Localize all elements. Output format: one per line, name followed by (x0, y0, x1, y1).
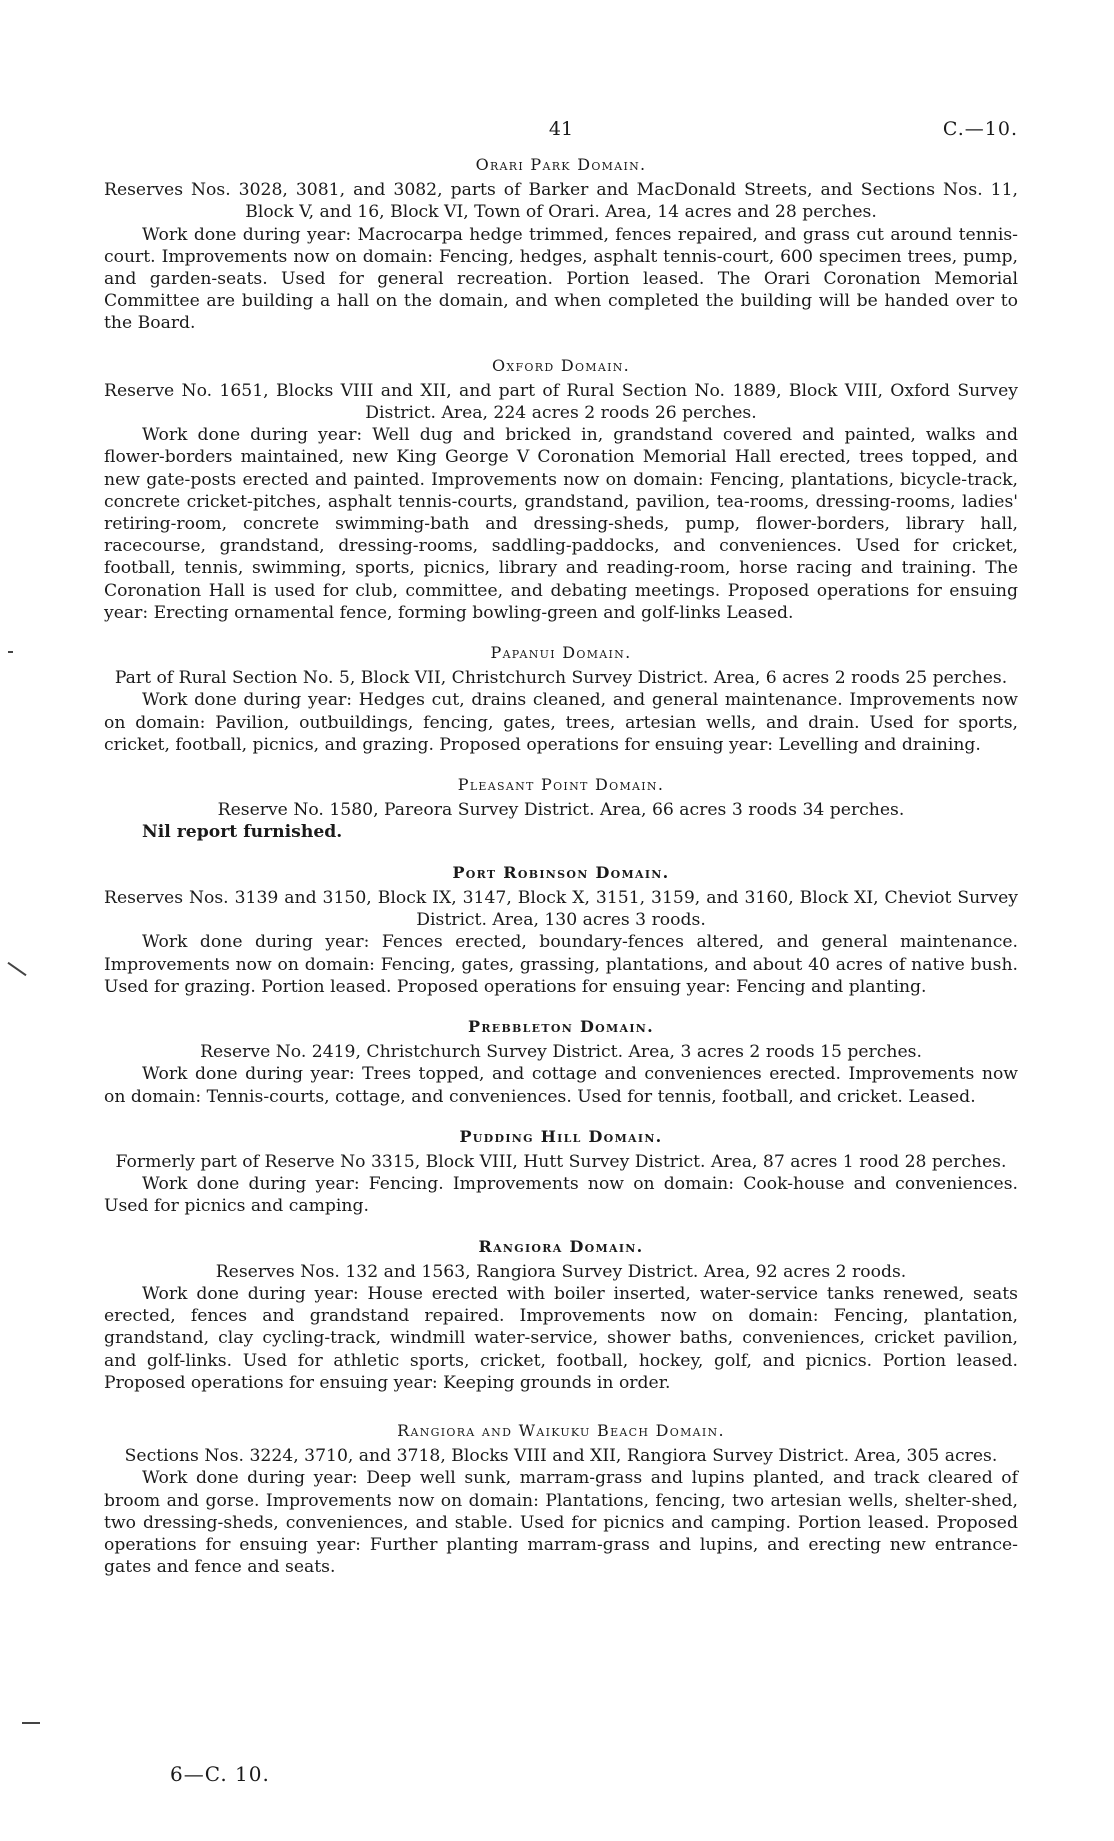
section-body: Nil report furnished. (142, 822, 343, 843)
section-title: Orari Park Domain. (475, 155, 647, 174)
section-title: Rangiora and Waikuku Beach Domain. (397, 1420, 725, 1440)
section-orari-park (104, 154, 1018, 335)
reserve-description: Reserves Nos. 3139 and 3150, Block IX, 3147, Block X, 3151, 3159, and 3160, Block XI, Cheviot Survey District. Area, 130 acres 3 roods. (104, 887, 1018, 931)
section-title: Oxford Domain. (491, 355, 631, 375)
section-body: Work done during year: Macrocarpa hedge trimmed, fences repaired, and grass cut around tennis-court. Improvements now on domain: Fencing, hedges, asphalt tennis-court, 600 specimen trees, pump, and garden-seats. Used for general recreation. Portion leased. The Orari Coronation Memorial Committee are building a hall on the domain, and when completed the building will be handed over to the Board. (104, 224, 1018, 334)
section-body: Work done during year: House erected with boiler inserted, water-service tanks renewed, seats erected, fences and grandstand repaired. Improvements now on domain: Fencing, plantation, grandstand, clay cycling-track, windmill water-service, shower baths, conveniences, cricket pavilion, and golf-links. Used for athletic sports, cricket, football, hockey, golf, and picnics. Portion leased. Proposed operations for ensuing year: Keeping grounds in order. (104, 1283, 1018, 1393)
section-body: Work done during year: Well dug and bricked in, grandstand covered and painted, walks and flower-borders maintained, new King George V Coronation Memorial Hall erected, trees topped, and new gate-posts erected and painted. Improvements now on domain: Fencing, plantations, bicycle-track, concrete cricket-pitches, asphalt tennis-courts, grandstand, pavilion, tea-rooms, dressing-rooms, ladies' retiring-room, concrete swimming-bath and dressing-sheds, pump, flower-borders, library hall, racecourse, grandstand, dressing-rooms, saddling-paddocks, and conveniences. Used for cricket, football, tennis, swimming, sports, picnics, library and reading-room, horse racing and training. The Coronation Hall is used for club, committee, and debating meetings. Proposed operations for ensuing year: Erecting ornamental fence, forming bowling-green and golf-links Leased. (104, 425, 1018, 623)
section-body: Work done during year: Deep well sunk, marram-grass and lupins planted, and track cleared of broom and gorse. Improvements now on domain: Plantations, fencing, two artesian wells, shelter-shed, two dressing-sheds, conveniences, and stable. Used for picnics and camping. Portion leased. Proposed operations for ensuing year: Further planting marram-grass and lupins, and erecting new entrance-gates and fence and seats. (104, 1468, 1018, 1578)
section-body: Work done during year: Trees topped, and cottage and conveniences erected. Improvements now on domain: Tennis-courts, cottage, and conveniences. Used for tennis, football, and cricket. Leased. (104, 1064, 1018, 1107)
section-papanui (104, 642, 1018, 756)
section-rangiora-waikuku (104, 1420, 1018, 1578)
section-title: Pudding Hill Domain. (459, 1126, 663, 1146)
reserve-description: Reserve No. 1580, Pareora Survey District. Area, 66 acres 3 roods 34 perches. (217, 800, 905, 821)
page-header (104, 118, 1018, 154)
section-body: Work done during year: Fencing. Improvements now on domain: Cook-house and conveniences. Used for picnics and camping. (104, 1174, 1018, 1217)
reserve-description: Sections Nos. 3224, 3710, and 3718, Blocks VIII and XII, Rangiora Survey District. Area, 305 acres. (124, 1446, 998, 1467)
reserve-description: Reserve No. 2419, Christchurch Survey District. Area, 3 acres 2 roods 15 perches. (200, 1042, 922, 1063)
section-prebbleton (104, 1016, 1018, 1108)
margin-scratch-mark (8, 651, 13, 653)
reserve-description: Formerly part of Reserve No 3315, Block VIII, Hutt Survey District. Area, 87 acres 1 rood 28 perches. (115, 1151, 1007, 1172)
page-footer-signature: 6—C. 10. (170, 1762, 270, 1786)
margin-scratch-mark (7, 962, 26, 976)
document-page (104, 118, 1018, 1596)
section-body: Work done during year: Fences erected, boundary-fences altered, and general maintenance. Improvements now on domain: Fencing, gates, grassing, plantations, and about 40 acres of native bush. Used for grazing. Portion leased. Proposed operations for ensuing year: Fencing and planting. (104, 932, 1018, 997)
reserve-description: Reserves Nos. 3028, 3081, and 3082, parts of Barker and MacDonald Streets, and Sections Nos. 11, Block V, and 16, Block VI, Town of Orari. Area, 14 acres and 28 perches. (104, 180, 1018, 223)
margin-scratch-mark (22, 1722, 40, 1724)
section-title: Papanui Domain. (490, 643, 632, 663)
section-title: Rangiora Domain. (478, 1236, 644, 1256)
section-port-robinson (104, 862, 1018, 998)
document-reference: C.—10. (942, 118, 1018, 140)
section-oxford (104, 355, 1018, 624)
section-title: Prebbleton Domain. (467, 1016, 654, 1036)
reserve-description: Reserves Nos. 132 and 1563, Rangiora Survey District. Area, 92 acres 2 roods. (215, 1261, 907, 1282)
section-rangiora (104, 1236, 1018, 1394)
reserve-description: Reserve No. 1651, Blocks VIII and XII, and part of Rural Section No. 1889, Block VIII, Oxford Survey District. Area, 224 acres 2 roods 26 perches. (104, 380, 1018, 424)
reserve-description: Part of Rural Section No. 5, Block VII, Christchurch Survey District. Area, 6 acres 2 roods 25 perches. (114, 668, 1008, 689)
section-pudding-hill (104, 1126, 1018, 1218)
section-title: Pleasant Point Domain. (457, 775, 665, 795)
section-pleasant-point (104, 774, 1018, 844)
page-number: 41 (548, 118, 574, 140)
section-body: Work done during year: Hedges cut, drains cleaned, and general maintenance. Improvements now on domain: Pavilion, outbuildings, fencing, gates, trees, artesian wells, and drain. Used for sports, cricket, football, picnics, and grazing. Proposed operations for ensuing year: Levelling and draining. (104, 690, 1018, 755)
section-title: Port Robinson Domain. (452, 862, 670, 882)
